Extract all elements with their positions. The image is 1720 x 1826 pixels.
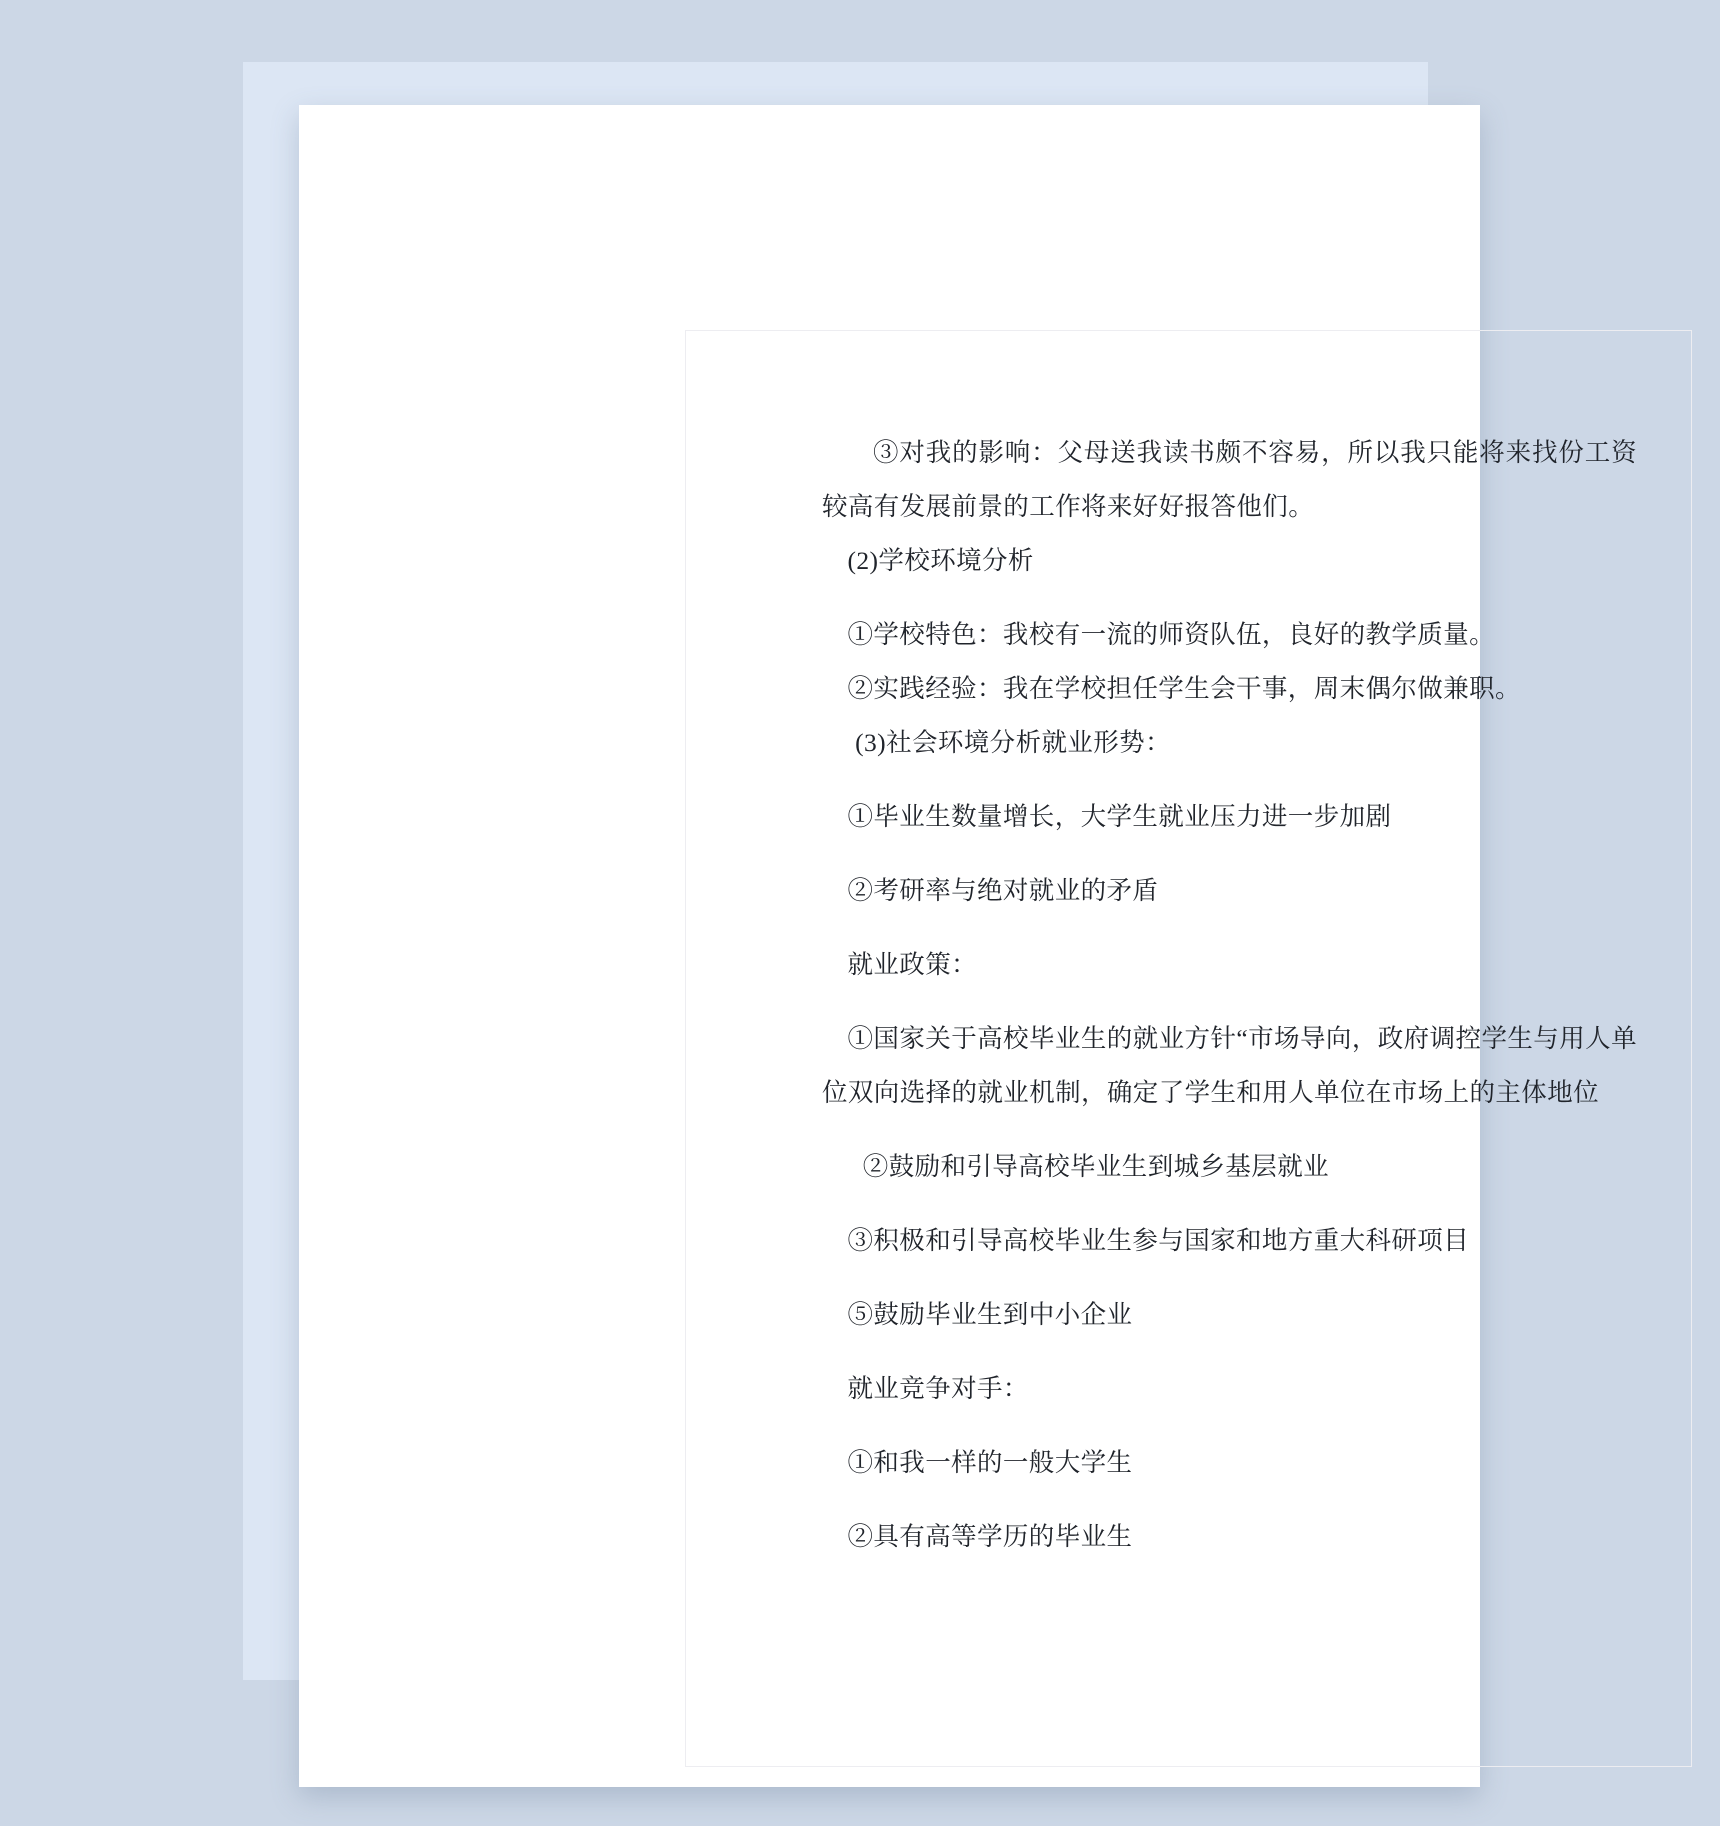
paragraph-practice-experience: ②实践经验：我在学校担任学生会干事，周末偶尔做兼职。 bbox=[847, 674, 1521, 703]
paragraph-school-features: ①学校特色：我校有一流的师资队伍，良好的教学质量。 bbox=[847, 620, 1496, 649]
paragraph-school-environment-heading: (2)学校环境分析 bbox=[847, 546, 1034, 575]
document-page bbox=[299, 105, 1637, 1787]
text-frame bbox=[685, 330, 1692, 1767]
paragraph-postgrad-contradiction: ②考研率与绝对就业的矛盾 bbox=[847, 876, 1159, 905]
paragraph-competitor-higher-degree: ②具有高等学历的毕业生 bbox=[847, 1522, 1133, 1551]
paragraph-grassroots-employment: ②鼓励和引导高校毕业生到城乡基层就业 bbox=[862, 1152, 1329, 1181]
document-body bbox=[686, 331, 1691, 1766]
paragraph-sme-employment: ⑤鼓励毕业生到中小企业 bbox=[847, 1300, 1133, 1329]
paragraph-competitor-ordinary: ①和我一样的一般大学生 bbox=[847, 1448, 1133, 1477]
paragraph-employment-policy-heading: 就业政策： bbox=[847, 950, 978, 979]
paragraph-national-policy: ①国家关于高校毕业生的就业方针“市场导向，政府调控学生与用人单位双向选择的就业机制，确定了学生和用人单位在市场上的主体地位 bbox=[822, 1024, 1637, 1107]
paragraph-social-environment-heading: (3)社会环境分析就业形势： bbox=[855, 728, 1171, 757]
paragraph-influence-on-me: ③对我的影响：父母送我读书颇不容易，所以我只能将来找份工资较高有发展前景的工作将来好好报答他们。 bbox=[822, 438, 1637, 521]
paragraph-competitors-heading: 就业竞争对手： bbox=[847, 1374, 1029, 1403]
paragraph-research-projects: ③积极和引导高校毕业生参与国家和地方重大科研项目 bbox=[847, 1226, 1470, 1255]
paragraph-graduate-growth: ①毕业生数量增长，大学生就业压力进一步加剧 bbox=[847, 802, 1392, 831]
